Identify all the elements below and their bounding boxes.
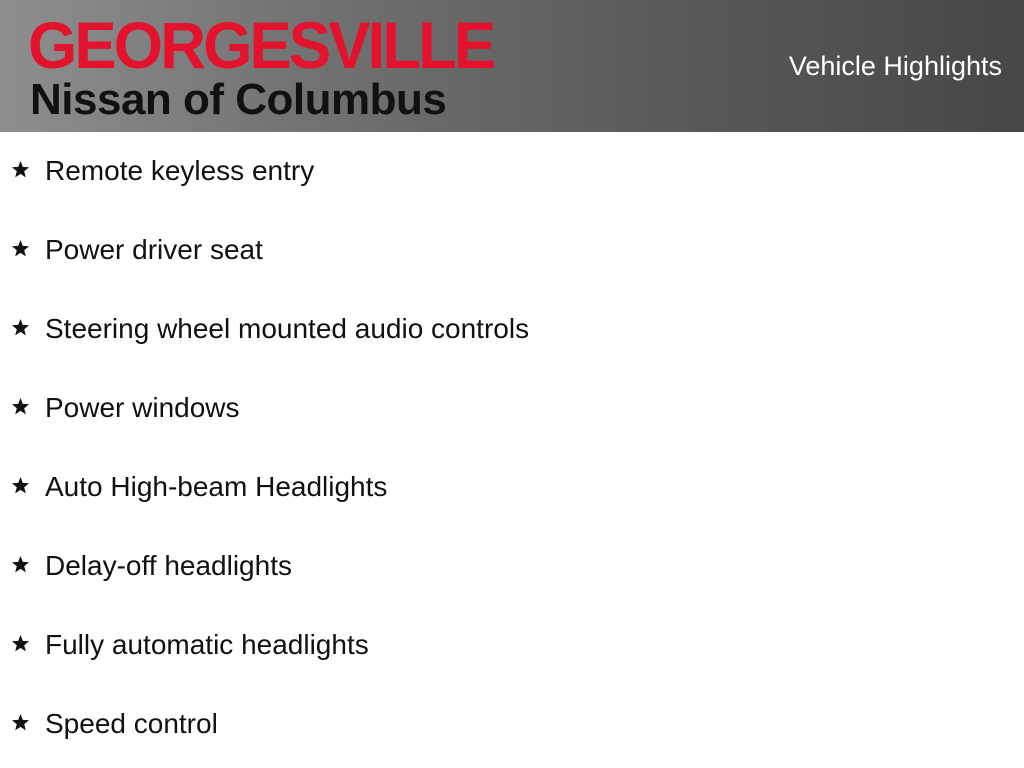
star-icon [11,160,30,179]
list-item [0,606,1024,685]
list-item [0,290,1024,369]
highlight-label: Power driver seat [45,234,263,265]
highlight-label: Fully automatic headlights [45,629,369,660]
star-icon [11,397,30,416]
star-icon [11,634,30,653]
highlight-label: Delay-off headlights [45,550,292,581]
dealer-logo [28,8,573,124]
star-icon [11,476,30,495]
star-icon [11,318,30,337]
logo-line-nissan-of-columbus: Nissan of Columbus [30,75,447,124]
highlight-label: Auto High-beam Headlights [45,471,388,502]
highlights-list [0,132,1024,764]
page-title: Vehicle Highlights [788,51,1002,81]
header-banner [0,0,1024,132]
highlight-label: Steering wheel mounted audio controls [45,313,530,344]
list-item [0,369,1024,448]
logo-line-georgesville: GEORGESVILLE [28,8,494,82]
star-icon [11,713,30,732]
list-item [0,527,1024,606]
highlight-label: Power windows [45,392,240,423]
list-item [0,448,1024,527]
list-item [0,132,1024,211]
highlight-label: Speed control [45,708,218,739]
star-icon [11,555,30,574]
list-item [0,211,1024,290]
list-item [0,685,1024,764]
highlight-label: Remote keyless entry [45,155,315,186]
star-icon [11,239,30,258]
